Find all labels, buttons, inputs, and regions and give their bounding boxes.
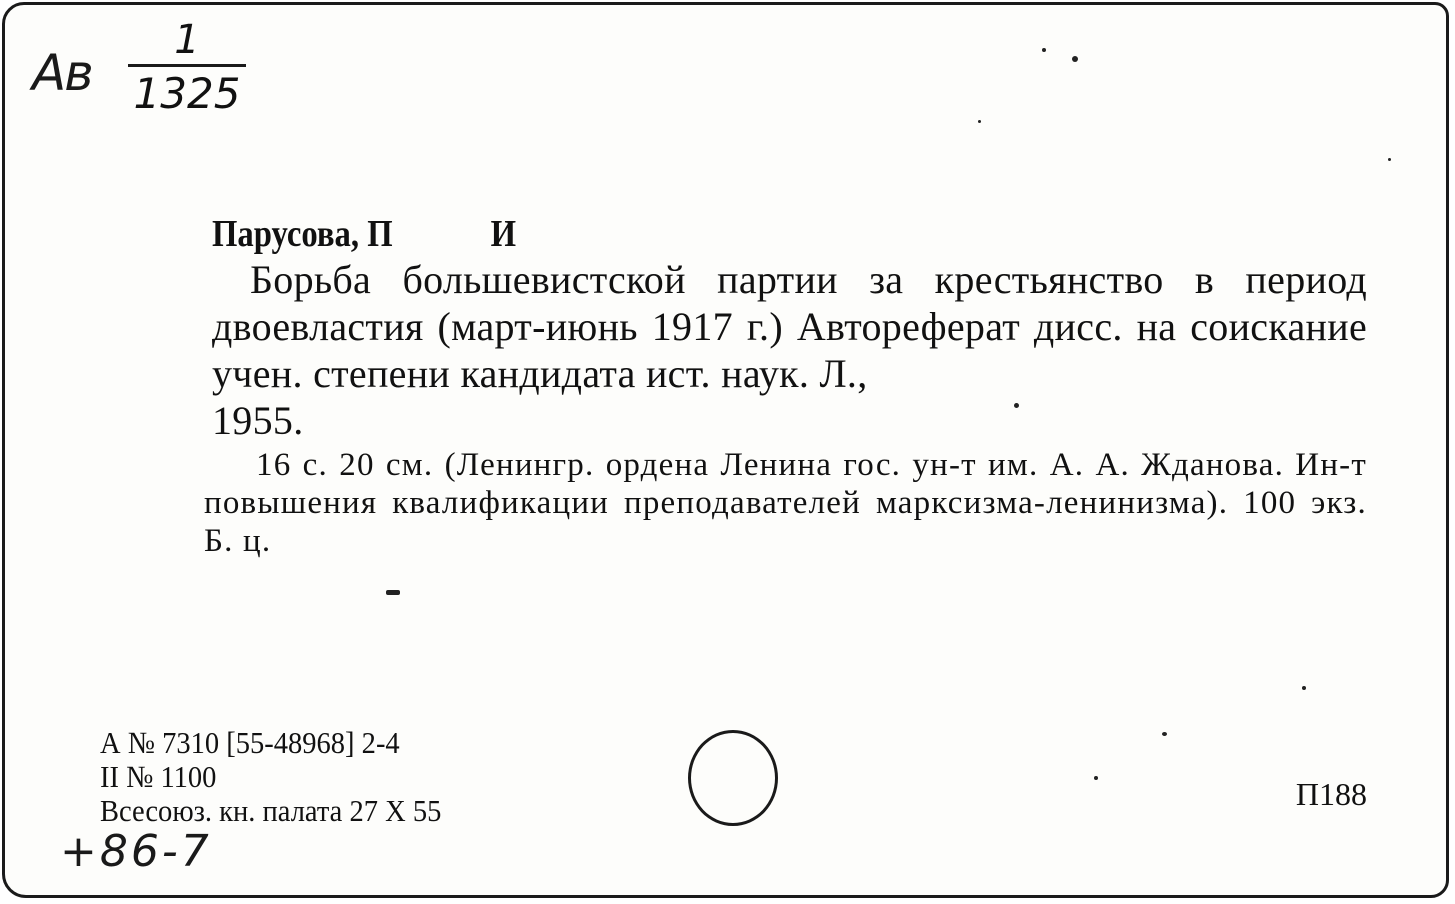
scan-speck xyxy=(978,120,981,123)
scan-speck xyxy=(1072,56,1078,62)
scan-speck xyxy=(1042,48,1046,52)
call-mark-prefix: Ав xyxy=(32,44,92,102)
collation-note: 16 с. 20 см. (Ленингр. ордена Ленина гос. ун-т им. А. А. Жданова. Ин-т повышения квалификации преподавателей марксизма-ленинизма). 100 экз. Б. ц. xyxy=(204,447,1367,559)
fraction-bar xyxy=(128,64,246,67)
scan-speck xyxy=(1094,776,1098,780)
footer-line-3: Всесоюз. кн. палата 27 Х 55 xyxy=(100,793,442,828)
handwritten-note: +86-7 xyxy=(60,826,212,877)
publication-year: 1955. xyxy=(212,398,304,443)
title-body: Борьба большевистской партии за крестьянство в период двоевластия (март-июнь 1917 г.) Автореферат дисс. на соискание учен. степени кандидата ист. наук. Л., xyxy=(212,257,1367,396)
call-mark-fraction xyxy=(128,18,246,117)
author-heading: Парусова, П И xyxy=(212,213,517,255)
call-mark-numerator: 1 xyxy=(174,17,200,63)
catalog-number: П188 xyxy=(1295,776,1367,812)
scan-speck xyxy=(1014,403,1019,408)
footer-line-2: II № 1100 xyxy=(100,759,217,794)
footer-line-1: А № 7310 [55-48968] 2-4 xyxy=(100,725,400,760)
call-mark-denominator: 1325 xyxy=(133,69,241,118)
card-punch-hole xyxy=(688,730,778,826)
scan-speck xyxy=(386,590,400,595)
title-description xyxy=(212,256,1367,444)
scan-speck xyxy=(1302,686,1306,690)
scan-speck xyxy=(1388,158,1391,161)
scan-speck xyxy=(1162,732,1167,736)
